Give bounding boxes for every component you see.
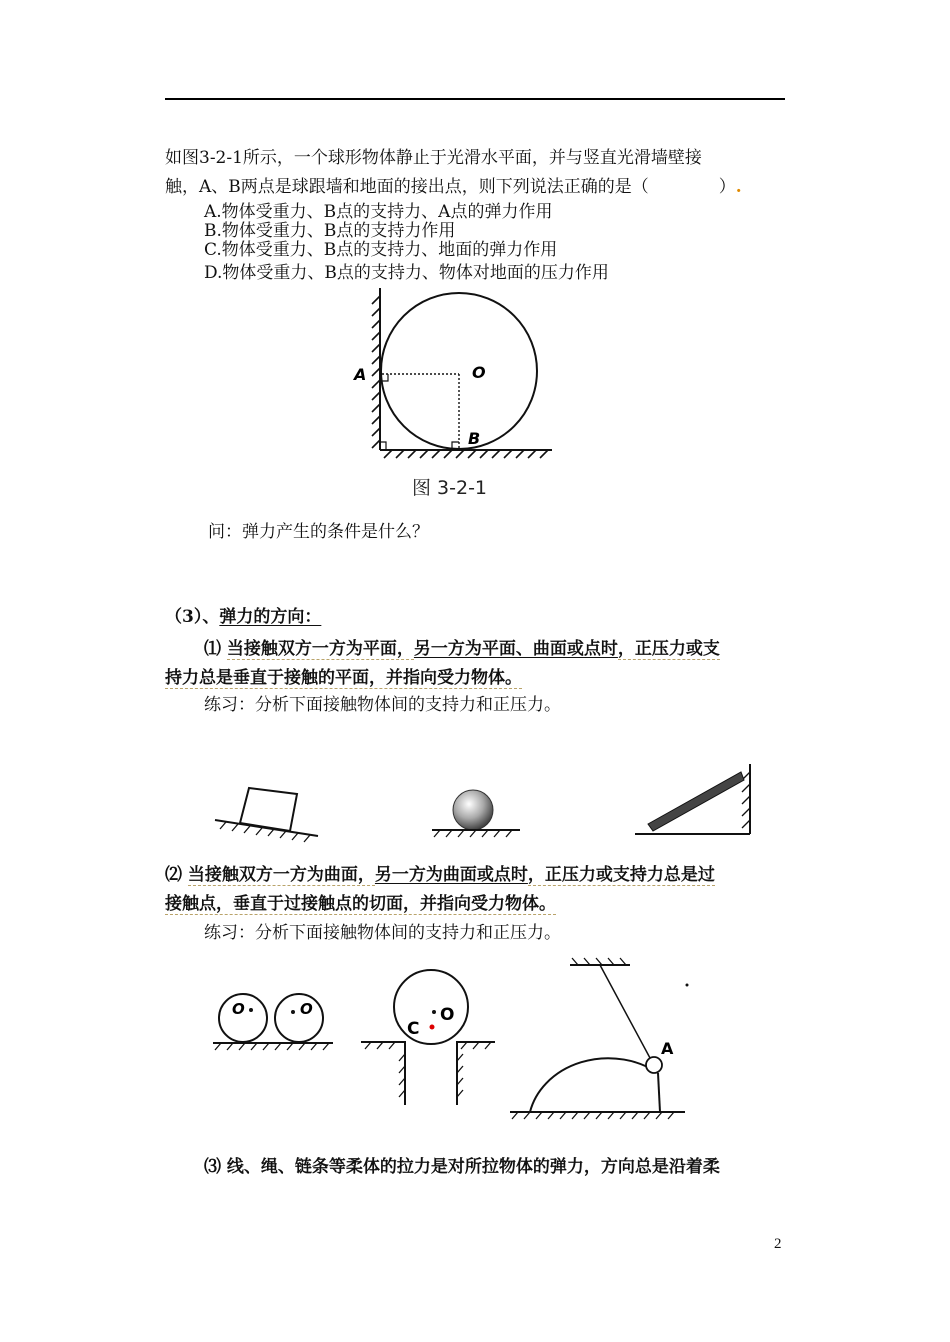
rule-3-line-1 (204, 1152, 720, 1177)
ball-on-floor (432, 790, 520, 837)
ask-question: 问：弹力产生的条件是什么？ (208, 522, 429, 542)
question-line-2 (165, 172, 742, 197)
rule-1-num: ⑴ (204, 639, 221, 659)
rule-1-part-b: 另一方为平面、曲面或点时 (413, 639, 618, 659)
rule-2-part-a: 当接触双方一方为曲面， (187, 865, 375, 885)
option-c: C.物体受重力、B点的支持力、地面的弹力作用 (204, 240, 558, 260)
section-heading (165, 602, 321, 627)
practice-1-figures (210, 750, 800, 845)
section-heading-prefix: （3）、 (165, 607, 220, 627)
fig1-label-a: A (354, 365, 367, 384)
rule-1-line-1 (204, 634, 720, 659)
gap-ball-label-c: C (407, 1019, 420, 1039)
decor-dot: . (735, 177, 742, 197)
option-a: A.物体受重力、B点的支持力、A点的弹力作用 (204, 202, 553, 222)
block-on-incline (215, 788, 318, 842)
fig1-label-o: O (472, 363, 486, 382)
rod-against-wall (635, 764, 750, 834)
rule-2-line-1 (165, 860, 715, 885)
rule-3-num: ⑶ (204, 1157, 221, 1177)
rule-2-line-2: 接触点，垂直于过接触点的切面，并指向受力物体。 (165, 889, 556, 915)
rule-1-line-2: 持力总是垂直于接触的平面，并指向受力物体。 (165, 663, 522, 689)
gap-ball-label-o: O (440, 1005, 455, 1025)
hanging-ball-on-dome (510, 958, 689, 1119)
two-balls-label-o2: O (300, 1000, 313, 1018)
practice-2: 练习：分析下面接触物体间的支持力和正压力。 (204, 923, 561, 943)
practice-2-figures (205, 950, 700, 1125)
option-d: D.物体受重力、B点的支持力、物体对地面的压力作用 (204, 263, 609, 283)
question-line-2-text: 触，A、B两点是球跟墙和地面的接出点，则下列说法正确的是（ (165, 177, 649, 197)
dome-label-a: A (661, 1039, 674, 1058)
ball-in-gap (361, 970, 495, 1105)
rule-2-part-c: ，正压力或支持力总是过 (527, 865, 715, 885)
question-line-2-end: ） (718, 177, 736, 197)
rule-2-part-b: 另一方为曲面或点时 (374, 865, 528, 885)
fig1-label-b: B (468, 429, 481, 448)
section-heading-text: 弹力的方向： (219, 607, 322, 627)
rule-1-part-a: 当接触双方一方为平面， (226, 639, 414, 659)
page-number: 2 (774, 1236, 782, 1252)
rule-1-part-c: ，正压力或支 (617, 639, 720, 659)
option-b: B.物体受重力、B点的支持力作用 (204, 221, 456, 241)
fig1-caption: 图 3-2-1 (412, 477, 488, 499)
practice-1: 练习：分析下面接触物体间的支持力和正压力。 (204, 695, 561, 715)
rule-2-num: ⑵ (165, 865, 182, 885)
question-line-1: 如图3-2-1所示，一个球形物体静止于光滑水平面，并与竖直光滑墙壁接 (165, 148, 702, 168)
rule-3-text: 线、绳、链条等柔体的拉力是对所拉物体的弹力，方向总是沿着柔 (226, 1157, 720, 1177)
header-rule (165, 98, 785, 100)
two-balls-on-floor (213, 994, 333, 1050)
two-balls-label-o1: O (232, 1000, 245, 1018)
figure-3-2-1 (340, 282, 560, 502)
